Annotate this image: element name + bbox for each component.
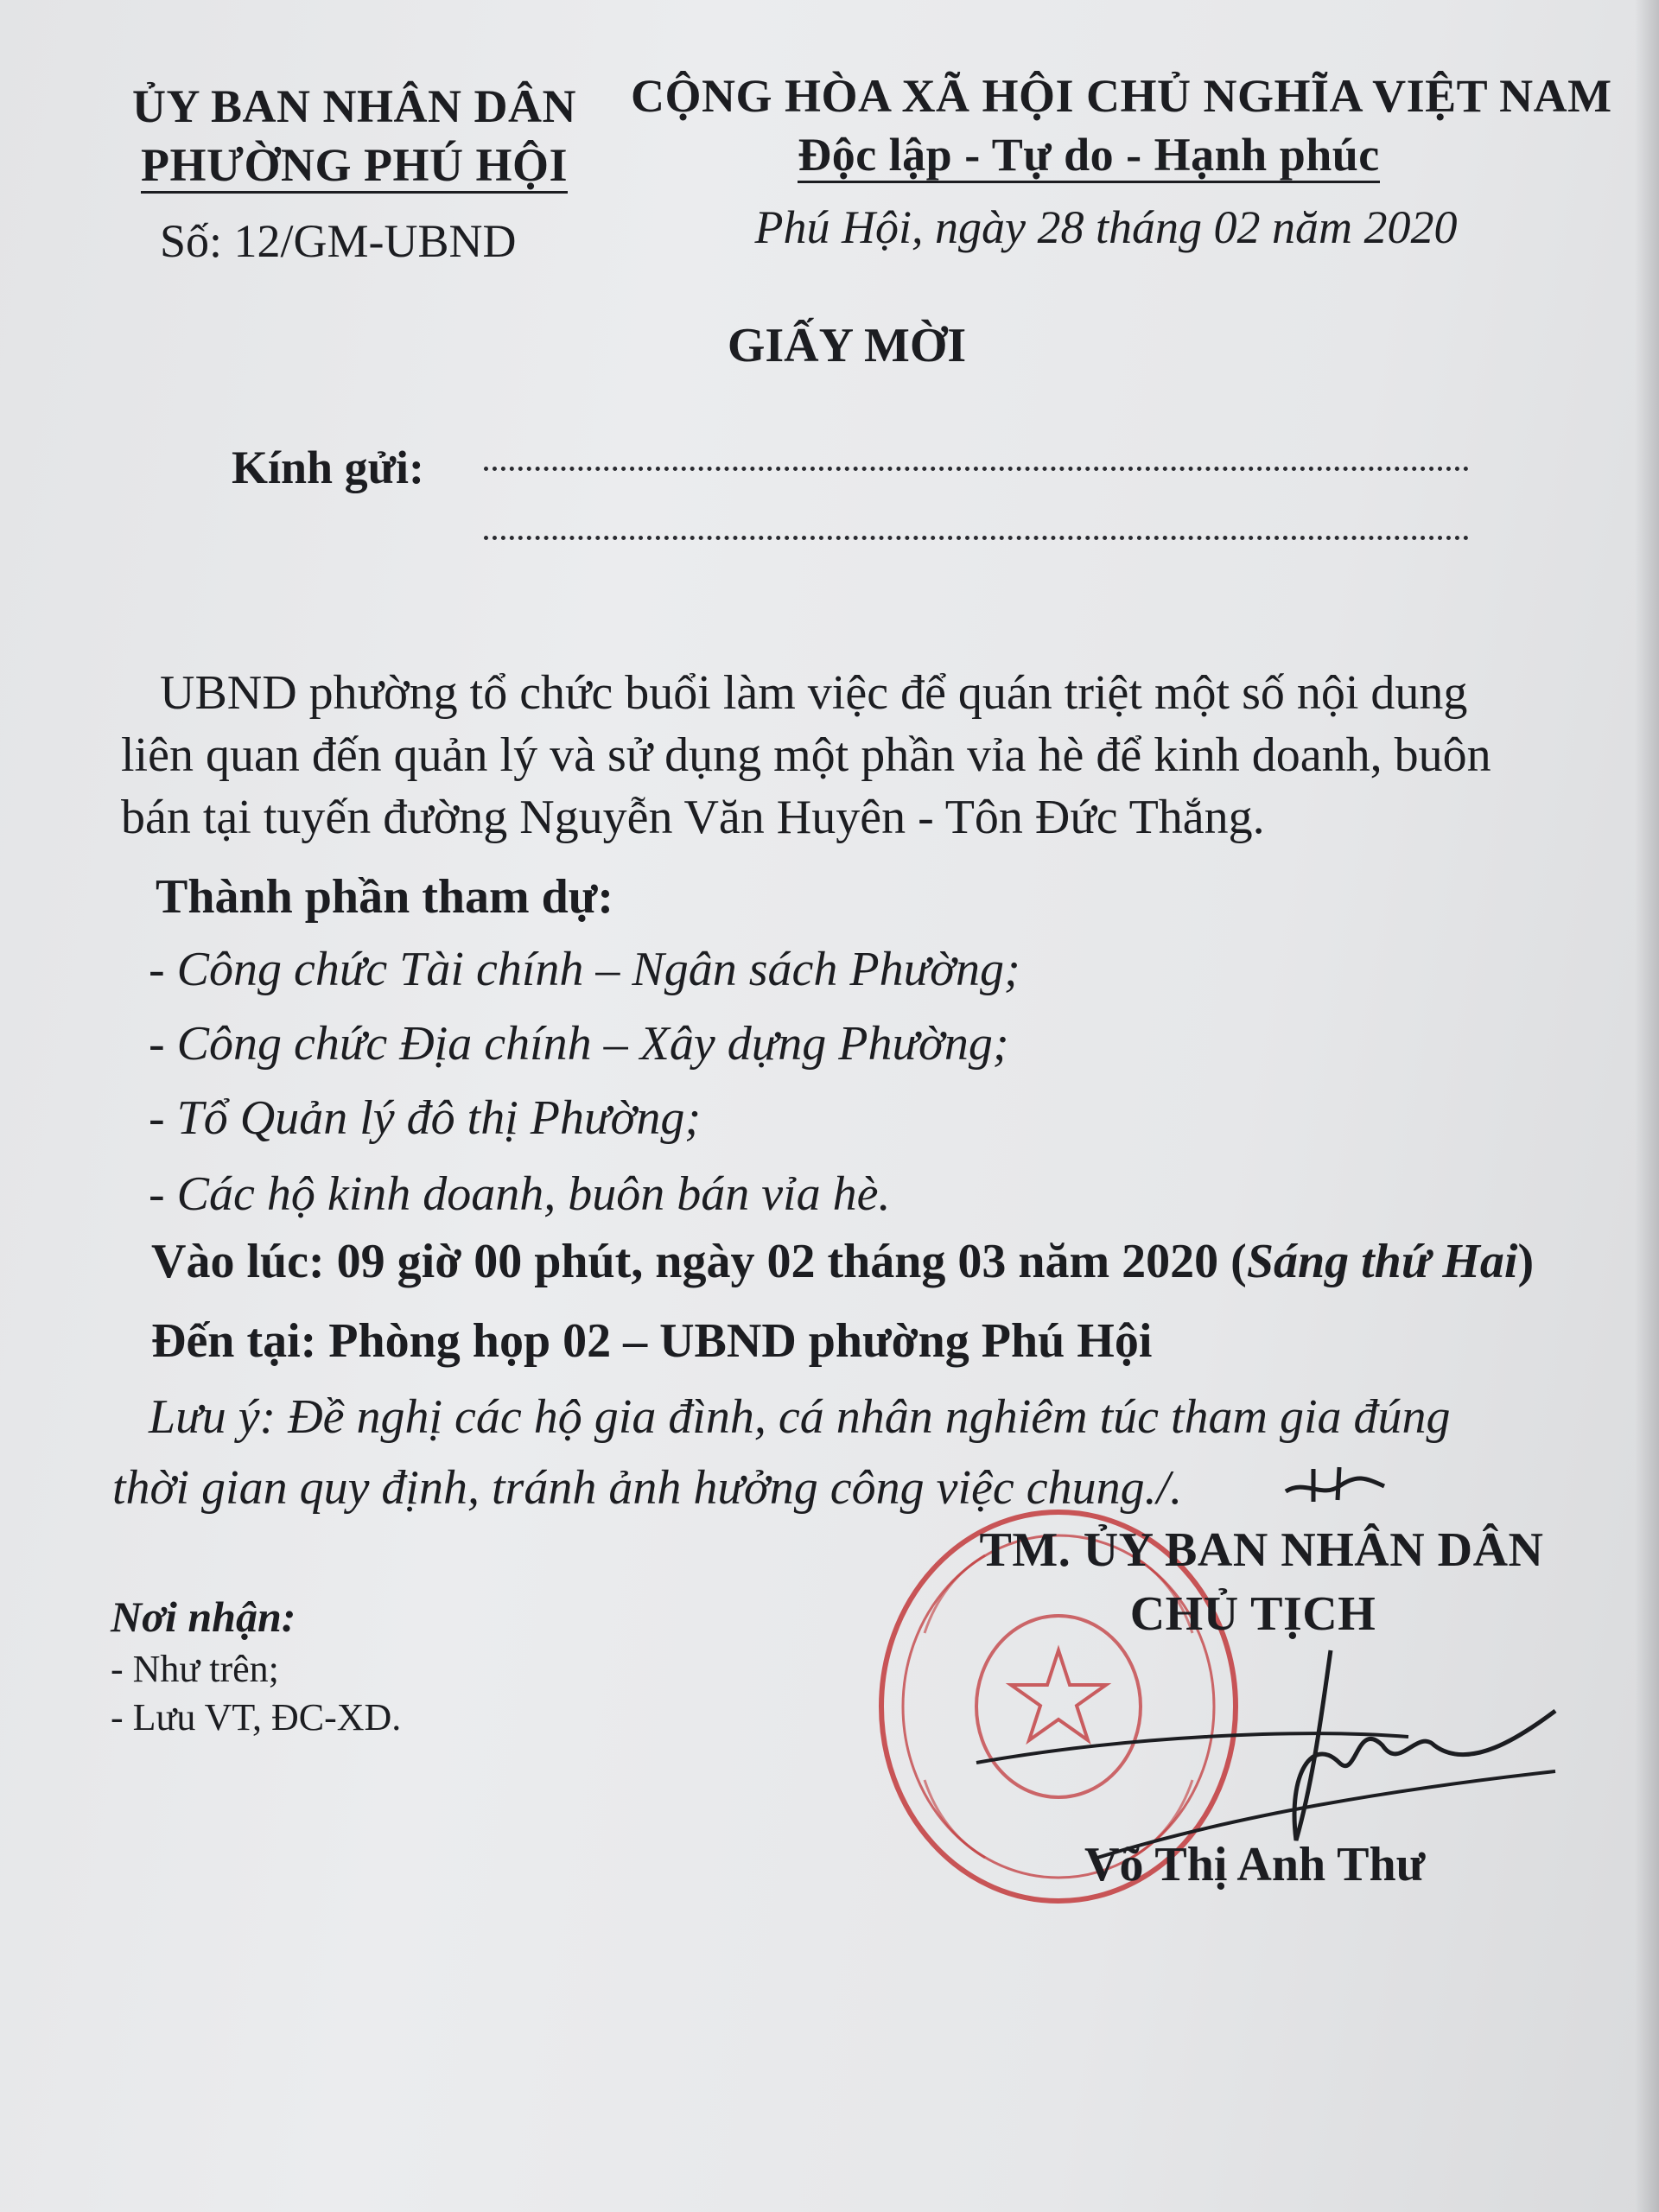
agency-line1: ỦY BAN NHÂN DÂN <box>132 80 576 132</box>
intro-line-3: bán tại tuyến đường Nguyễn Văn Huyên - Tôn Đức Thắng. <box>121 791 1265 844</box>
participant-item: - Tổ Quản lý đô thị Phường; <box>149 1091 702 1145</box>
signer-name: Võ Thị Anh Thư <box>1084 1838 1426 1891</box>
note-line-1: Lưu ý: Đề nghị các hộ gia đình, cá nhân nghiêm túc tham gia đúng <box>149 1390 1451 1444</box>
meeting-time-text: Vào lúc: 09 giờ 00 phút, ngày 02 tháng 03 năm 2020 ( <box>151 1235 1247 1288</box>
paper-edge-shadow <box>1635 0 1659 2212</box>
meeting-time-close: ) <box>1517 1235 1535 1288</box>
doc-number: Số: 12/GM-UBND <box>160 215 517 267</box>
recipient-label: Kính gửi: <box>232 442 424 493</box>
recipients-heading: Nơi nhận: <box>111 1592 296 1641</box>
recipient-line-1 <box>484 467 1469 471</box>
participant-item: - Các hộ kinh doanh, buôn bán vỉa hè. <box>149 1167 891 1221</box>
participant-item: - Công chức Tài chính – Ngân sách Phường; <box>149 943 1020 996</box>
participant-item: - Công chức Địa chính – Xây dựng Phường; <box>149 1017 1009 1071</box>
document-title: GIẤY MỜI <box>727 319 967 372</box>
motto-text: Độc lập - Tự do - Hạnh phúc <box>798 129 1380 183</box>
agency-line2-text: PHƯỜNG PHÚ HỘI <box>141 139 568 194</box>
initial-mark <box>1279 1460 1391 1512</box>
place-date: Phú Hội, ngày 28 tháng 02 năm 2020 <box>754 201 1458 253</box>
intro-line-1: UBND phường tổ chức buổi làm việc để quán triệt một số nội dung <box>160 666 1468 720</box>
note-line-2: thời gian quy định, tránh ảnh hưởng công việc chung./. <box>112 1461 1183 1515</box>
agency-line2 <box>112 138 596 192</box>
meeting-day: Sáng thứ Hai <box>1246 1235 1518 1288</box>
meeting-time <box>151 1234 1534 1289</box>
signature-title-2: CHỦ TỊCH <box>1129 1587 1376 1641</box>
motto <box>631 128 1547 181</box>
signature-title-1: TM. ỦY BAN NHÂN DÂN <box>979 1523 1544 1577</box>
meeting-location: Đến tại: Phòng họp 02 – UBND phường Phú Hội <box>151 1314 1153 1368</box>
recipient-item: - Lưu VT, ĐC-XD. <box>111 1696 402 1738</box>
recipient-item: - Như trên; <box>111 1648 279 1690</box>
recipient-line-2 <box>484 536 1469 540</box>
intro-line-2: liên quan đến quản lý và sử dụng một phần vỉa hè để kinh doanh, buôn <box>121 728 1491 782</box>
country-name: CỘNG HÒA XÃ HỘI CHỦ NGHĨA VIỆT NAM <box>631 70 1612 122</box>
participants-heading: Thành phần tham dự: <box>156 870 614 924</box>
